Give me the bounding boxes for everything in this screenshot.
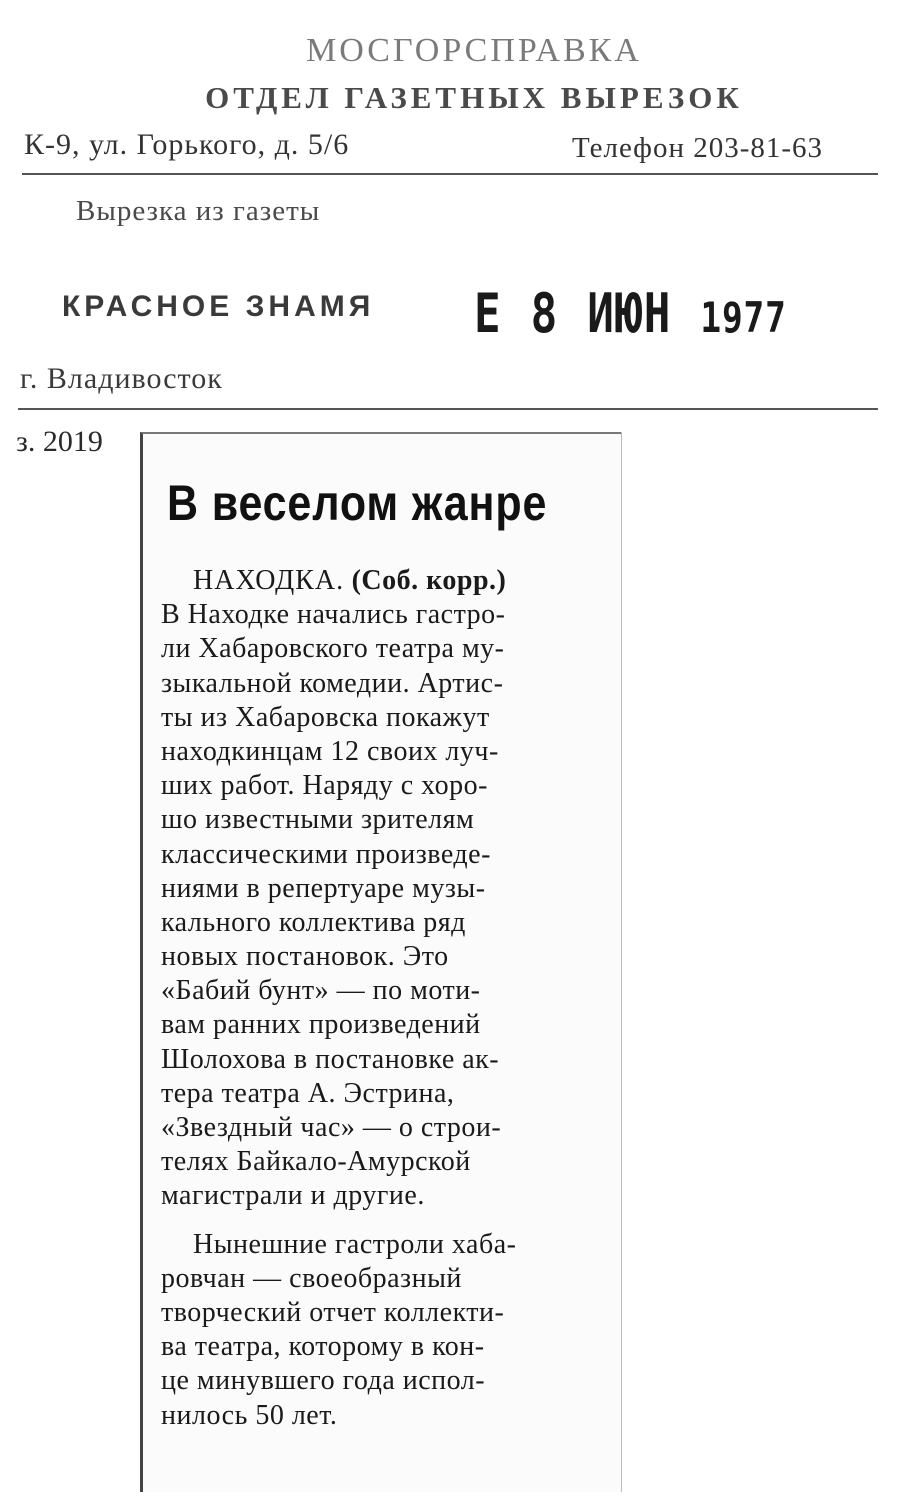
newspaper-name: КРАСНОЕ ЗНАМЯ [62, 290, 375, 323]
article-line: це минувшего года испол- [161, 1365, 486, 1397]
article-line: Нынешние гастроли хаба- [193, 1228, 517, 1260]
order-number: з. 2019 [16, 425, 103, 458]
clipping-from-label: Вырезка из газеты [76, 195, 321, 227]
article-line: ли Хабаровского театра му- [161, 633, 505, 665]
article-line: В Находке начались гастро- [161, 599, 506, 631]
organization-name: МОСГОРСПРАВКА [306, 32, 642, 69]
article-source: (Соб. корр.) [351, 565, 507, 596]
article-line: ровчан — своеобразный [161, 1262, 462, 1294]
article-line: зыкальной комедии. Артис- [161, 667, 504, 699]
header-divider [22, 173, 878, 175]
article-line: новых постановок. Это [161, 941, 449, 973]
paragraph-gap [161, 1214, 621, 1228]
article-line: нилось 50 лет. [161, 1399, 338, 1431]
article-line: ших работ. Наряду с хоро- [161, 770, 488, 802]
article-line: «Звездный час» — о строи- [161, 1112, 502, 1143]
stamp-year: 1977 [700, 293, 787, 342]
dateline-row [161, 564, 621, 598]
article-line: ниями в репертуаре музы- [161, 872, 486, 904]
article-line: творческий отчет коллекти- [161, 1296, 505, 1328]
article-line: кального коллектива ряд [161, 906, 466, 938]
article-body [161, 564, 621, 1433]
article-line: телях Байкало-Амурской [161, 1146, 471, 1178]
article-dateline: НАХОДКА. [193, 565, 345, 596]
department-name: ОТДЕЛ ГАЗЕТНЫХ ВЫРЕЗОК [205, 80, 743, 115]
stamp-prefix: Е [474, 282, 503, 345]
city-divider [18, 408, 878, 410]
city: г. Владивосток [20, 362, 223, 395]
article-paragraph-2 [161, 1228, 621, 1433]
article-headline: В веселом жанре [167, 475, 548, 531]
newspaper-clipping [140, 432, 621, 1492]
article-line: ва театра, которому в кон- [161, 1331, 485, 1363]
article-line: классическими произведе- [161, 838, 491, 870]
article-line: магистрали и другие. [161, 1180, 425, 1212]
stamp-month: ИЮН [587, 282, 673, 345]
article-line: Шолохова в постановке ак- [161, 1043, 500, 1075]
article-line: ты из Хабаровска покажут [161, 701, 490, 733]
article-line: шо известными зрителям [161, 804, 475, 836]
article-line: тера театра А. Эстрина, [161, 1077, 455, 1109]
article-line: «Бабий бунт» — по моти- [161, 975, 481, 1007]
article-paragraph-1 [161, 598, 621, 1213]
date-stamp [474, 282, 787, 345]
address: К-9, ул. Горького, д. 5/6 [24, 128, 350, 161]
article-line: вам ранних произведений [161, 1009, 481, 1041]
article-line: находкинцам 12 своих луч- [161, 735, 499, 767]
phone-number: Телефон 203-81-63 [572, 132, 824, 164]
stamp-day: 8 [530, 282, 559, 345]
